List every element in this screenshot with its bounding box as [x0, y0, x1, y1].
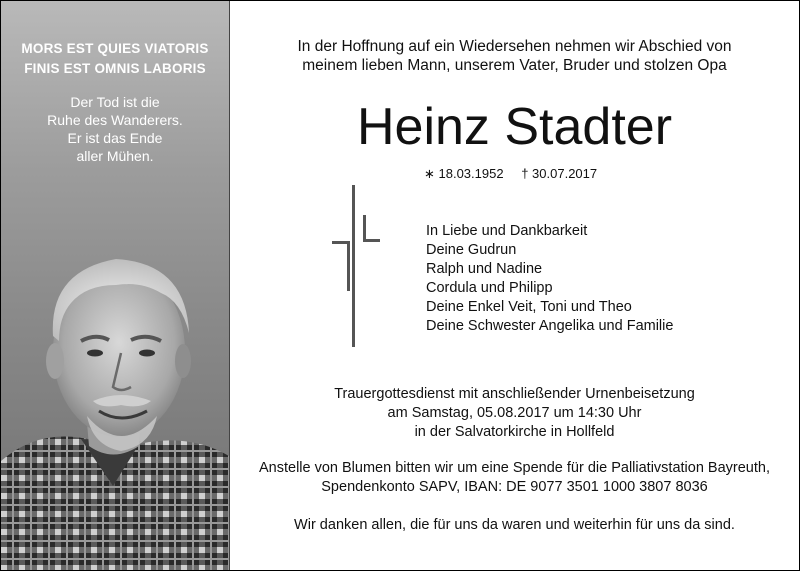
latin-motto-line: MORS EST QUIES VIATORIS	[21, 41, 209, 56]
life-dates	[424, 165, 597, 183]
german-motto-line: aller Mühen.	[76, 148, 154, 164]
intro-line: In der Hoffnung auf ein Wiedersehen nehmen wir Abschied von	[297, 38, 732, 55]
mourner-line: In Liebe und Dankbarkeit	[426, 223, 588, 239]
left-panel	[1, 1, 230, 570]
portrait-photo	[1, 241, 229, 570]
german-motto	[1, 93, 229, 165]
service-line: in der Salvatorkirche in Hollfeld	[414, 424, 615, 440]
german-motto-line: Er ist das Ende	[67, 130, 163, 146]
mourner-line: Deine Enkel Veit, Toni und Theo	[426, 299, 632, 315]
mourner-line: Ralph und Nadine	[426, 261, 543, 277]
intro-line: meinem lieben Mann, unserem Vater, Bruder und stolzen Opa	[302, 57, 727, 74]
mourner-line: Deine Schwester Angelika und Familie	[426, 318, 674, 334]
german-motto-line: Ruhe des Wanderers.	[47, 112, 183, 128]
mourner-line: Cordula und Philipp	[426, 280, 553, 296]
birth-date: ∗ 18.03.1952	[424, 166, 504, 181]
mourners-list	[426, 222, 673, 336]
donation-info	[230, 459, 799, 497]
service-line: Trauergottesdienst mit anschließender Urnenbeisetzung	[334, 386, 695, 402]
service-line: am Samstag, 05.08.2017 um 14:30 Uhr	[387, 405, 642, 421]
funeral-service-info	[230, 385, 799, 442]
mourner-line: Deine Gudrun	[426, 242, 517, 258]
deceased-name: Heinz Stadter	[356, 98, 673, 156]
death-date: † 30.07.2017	[521, 166, 598, 181]
donation-line: Spendenkonto SAPV, IBAN: DE 9077 3501 1000 3807 8036	[321, 479, 708, 495]
latin-motto-line: FINIS EST OMNIS LABORIS	[24, 61, 206, 76]
intro-text	[230, 37, 799, 75]
donation-line: Anstelle von Blumen bitten wir um eine Spende für die Palliativstation Bayreuth,	[258, 460, 770, 476]
german-motto-line: Der Tod ist die	[70, 94, 160, 110]
notice-content	[230, 1, 799, 570]
latin-motto	[1, 39, 229, 79]
thanks-text: Wir danken allen, die für uns da waren und weiterhin für uns da sind.	[294, 517, 735, 533]
cross-icon	[330, 185, 382, 354]
